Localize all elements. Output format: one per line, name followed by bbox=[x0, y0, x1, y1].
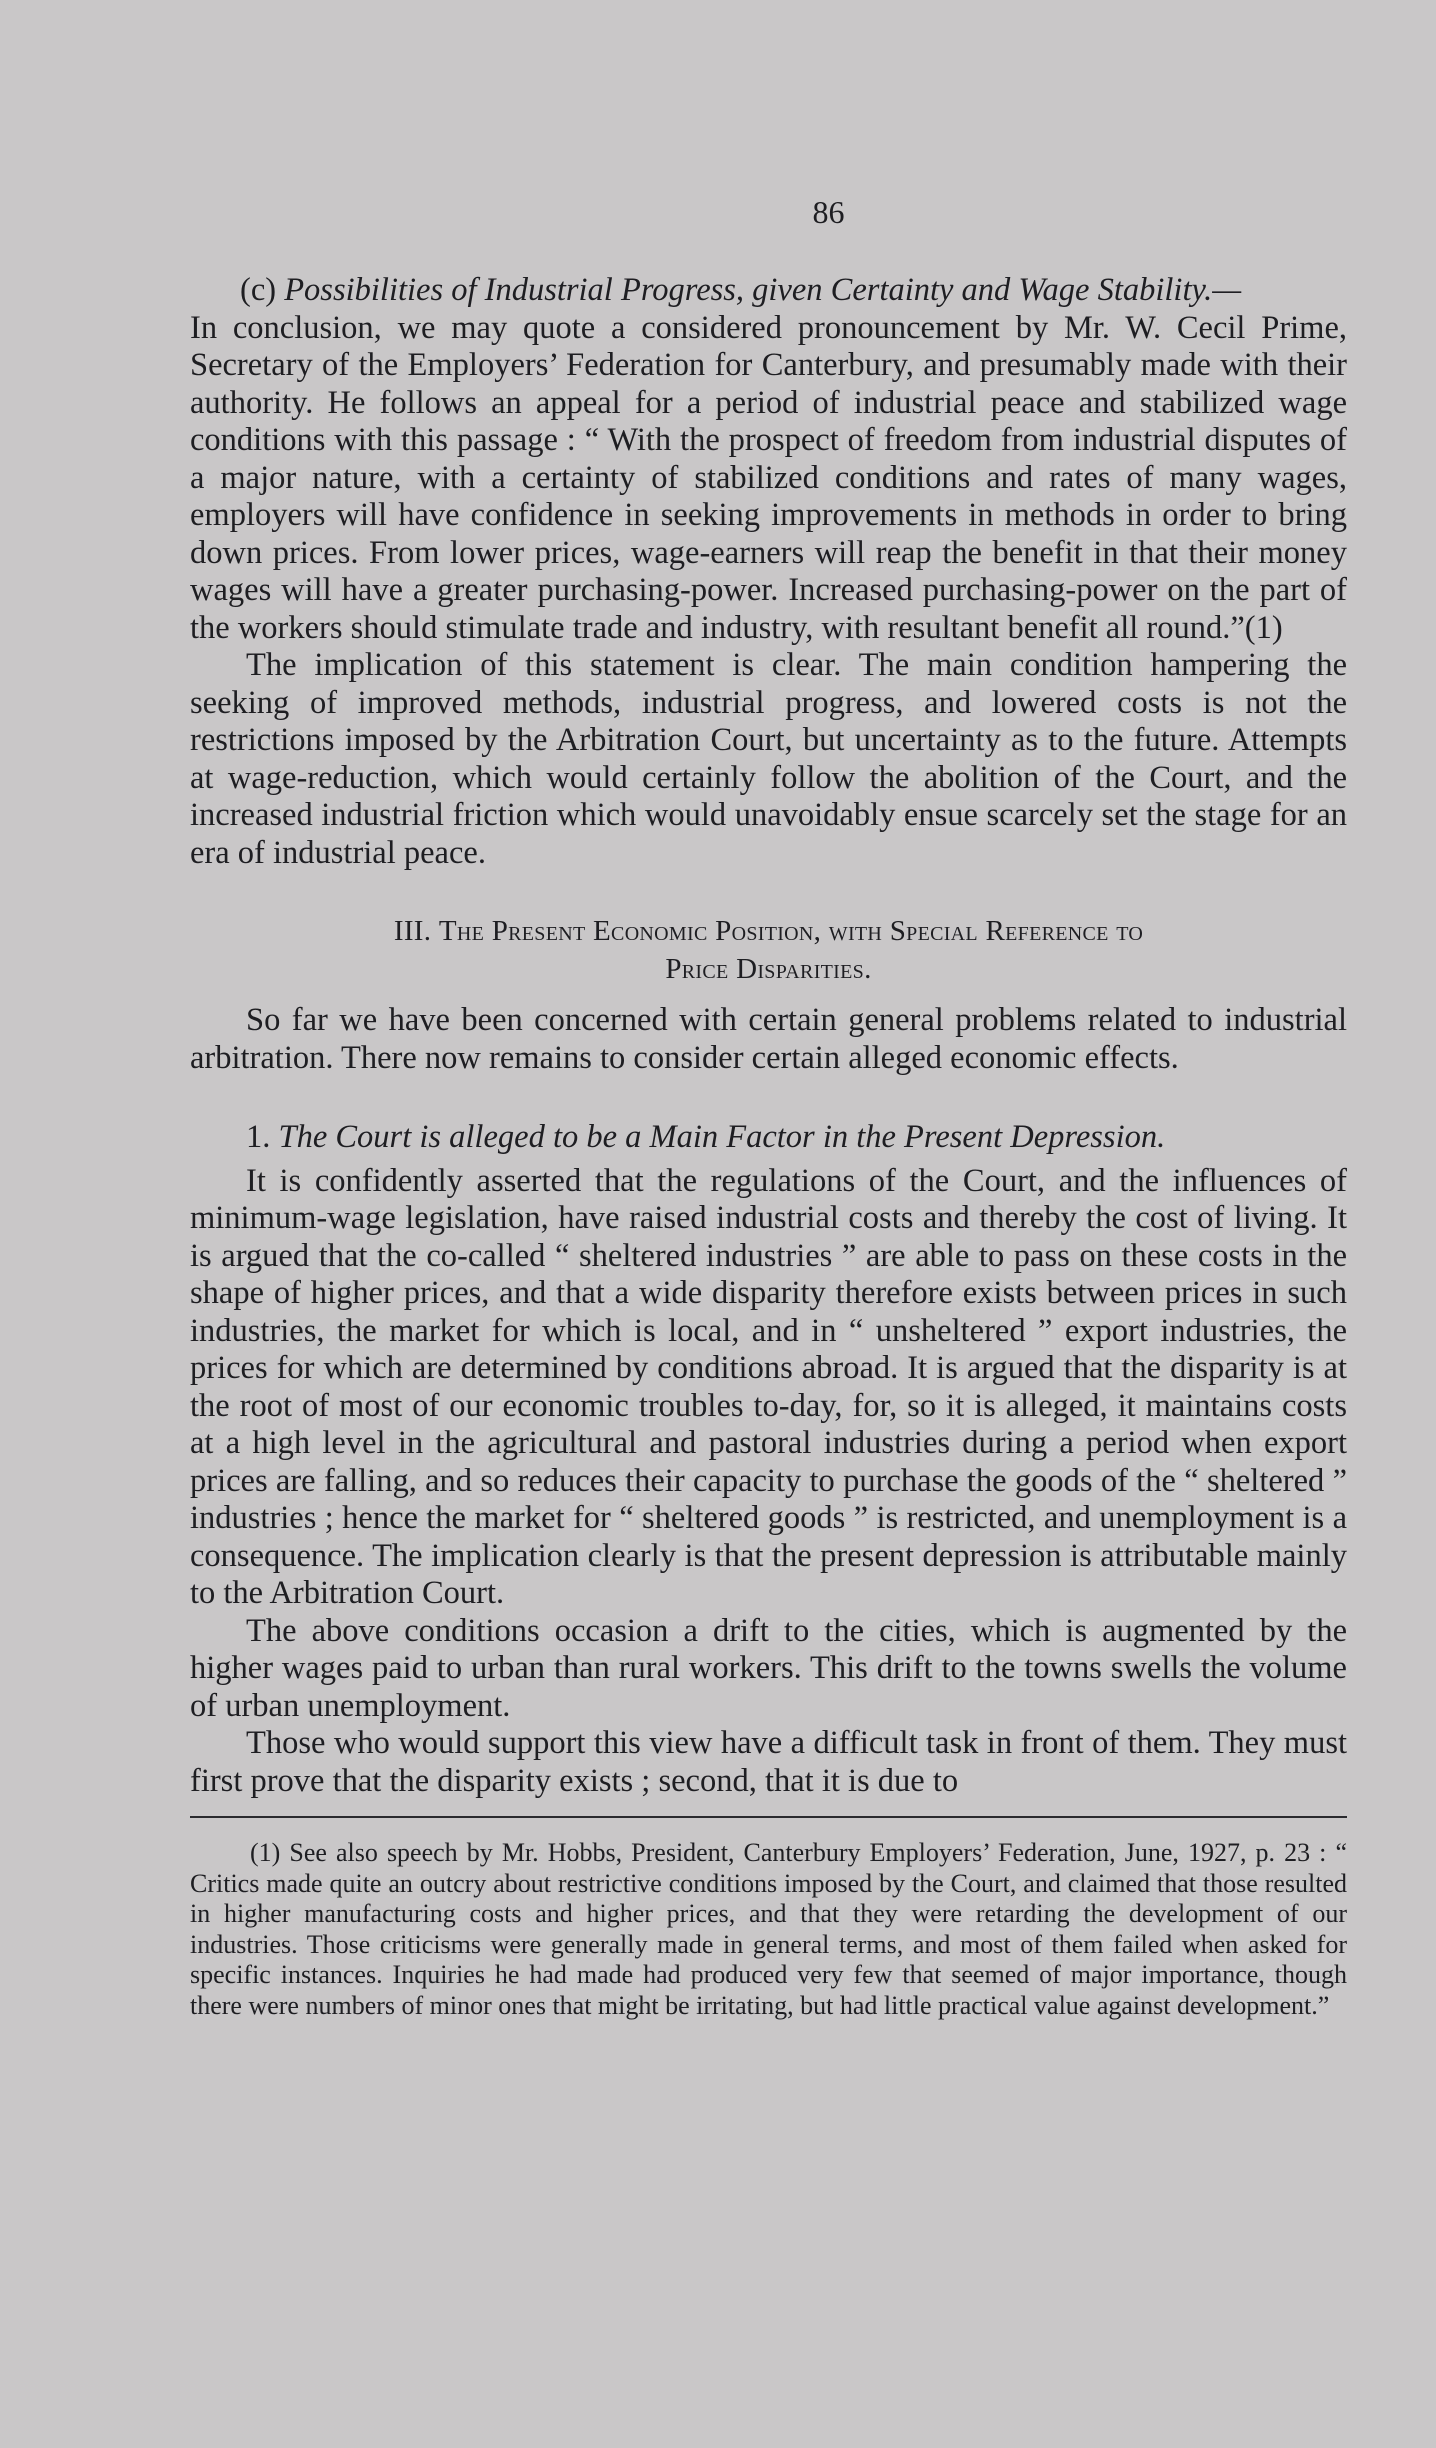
section-iii-numeral: III. bbox=[393, 915, 432, 947]
section-c-title: Possibilities of Industrial Progress, given Certainty and Wage Stability.— bbox=[284, 272, 1242, 308]
subsection-1-heading bbox=[190, 1119, 1347, 1157]
page-content bbox=[190, 192, 1347, 2021]
subsection-1-title: The Court is alleged to be a Main Factor in the Present Depression. bbox=[278, 1119, 1166, 1155]
subsection-1-paragraph-3: Those who would support this view have a difficult task in front of them. They must first prove that the disparity exists ; second, that it is due to bbox=[190, 1725, 1347, 1799]
section-iii-intro: So far we have been concerned with certain general problems related to industrial arbitration. There now remains to consider certain alleged economic effects. bbox=[190, 1002, 1347, 1076]
section-c-heading bbox=[190, 272, 1347, 310]
subsection-1-number: 1. bbox=[246, 1119, 271, 1155]
footnote: (1) See also speech by Mr. Hobbs, President, Canterbury Employers’ Federation, June, 1927, p. 23 : “ Critics made quite an outcry about restrictive conditions imposed by the Court, and claimed that those resulted in higher manufacturing costs and higher prices, and that they were retarding the development of our industries. Those criticisms were generally made in general terms, and most of them failed when asked for specific instances. Inquiries he had made had produced very few that seemed of major importance, though there were numbers of minor ones that might be irritating, but had little practical value against development.” bbox=[190, 1838, 1347, 2020]
page-number: 86 bbox=[812, 194, 845, 230]
section-c-label: (c) bbox=[240, 272, 277, 308]
section-c-paragraph-2: The implication of this statement is clear. The main condition hampering the seeking of improved methods, industrial progress, and lowered costs is not the restrictions imposed by the Arbitration Court, but uncertainty as to the future. Attempts at wage-reduction, which would certainly follow the abolition of the Court, and the increased industrial friction which would unavoidably ensue scarcely set the stage for an era of industrial peace. bbox=[190, 647, 1347, 871]
section-iii-title-line-2: Price Disparities. bbox=[665, 953, 872, 985]
section-iii-heading bbox=[190, 912, 1347, 988]
section-c-body: In conclusion, we may quote a considered pronouncement by Mr. W. Cecil Prime, Secretary of the Employers’ Federation for Canterbury, and presumably made with their authority. He follows an appeal for a period of industrial peace and stabilized wage conditions with this passage : “ With the prospect of freedom from industrial disputes of a major nature, with a certainty of stabilized conditions and rates of many wages, employers will have confidence in seeking improvements in methods in order to bring down prices. From lower prices, wage-earners will reap the benefit in that their money wages will have a greater purchasing-power. Increased purchasing-power on the part of the workers should stimulate trade and industry, with resultant benefit all round.”(1) bbox=[190, 309, 1347, 646]
subsection-1-paragraph-2: The above conditions occasion a drift to the cities, which is augmented by the higher wages paid to urban than rural workers. This drift to the towns swells the volume of urban unemployment. bbox=[190, 1612, 1347, 1724]
subsection-1-paragraph-1: It is confidently asserted that the regulations of the Court, and the influences of minimum-wage legislation, have raised industrial costs and thereby the cost of living. It is argued that the co-called “ sheltered industries ” are able to pass on these costs in the shape of higher prices, and that a wide disparity therefore exists between prices in such industries, the market for which is local, and in “ unsheltered ” export industries, the prices for which are determined by conditions abroad. It is argued that the disparity is at the root of most of our economic troubles to-day, for, so it is alleged, it maintains costs at a high level in the agricultural and pastoral industries during a period when export prices are falling, and so reduces their capacity to purchase the goods of the “ sheltered ” industries ; hence the market for “ sheltered goods ” is restricted, and unemployment is a consequence. The implication clearly is that the present depression is attributable mainly to the Arbitration Court. bbox=[190, 1162, 1347, 1611]
footnote-divider bbox=[190, 1816, 1347, 1818]
section-iii-title-line-1: The Present Economic Position, with Special Reference to bbox=[438, 915, 1144, 947]
